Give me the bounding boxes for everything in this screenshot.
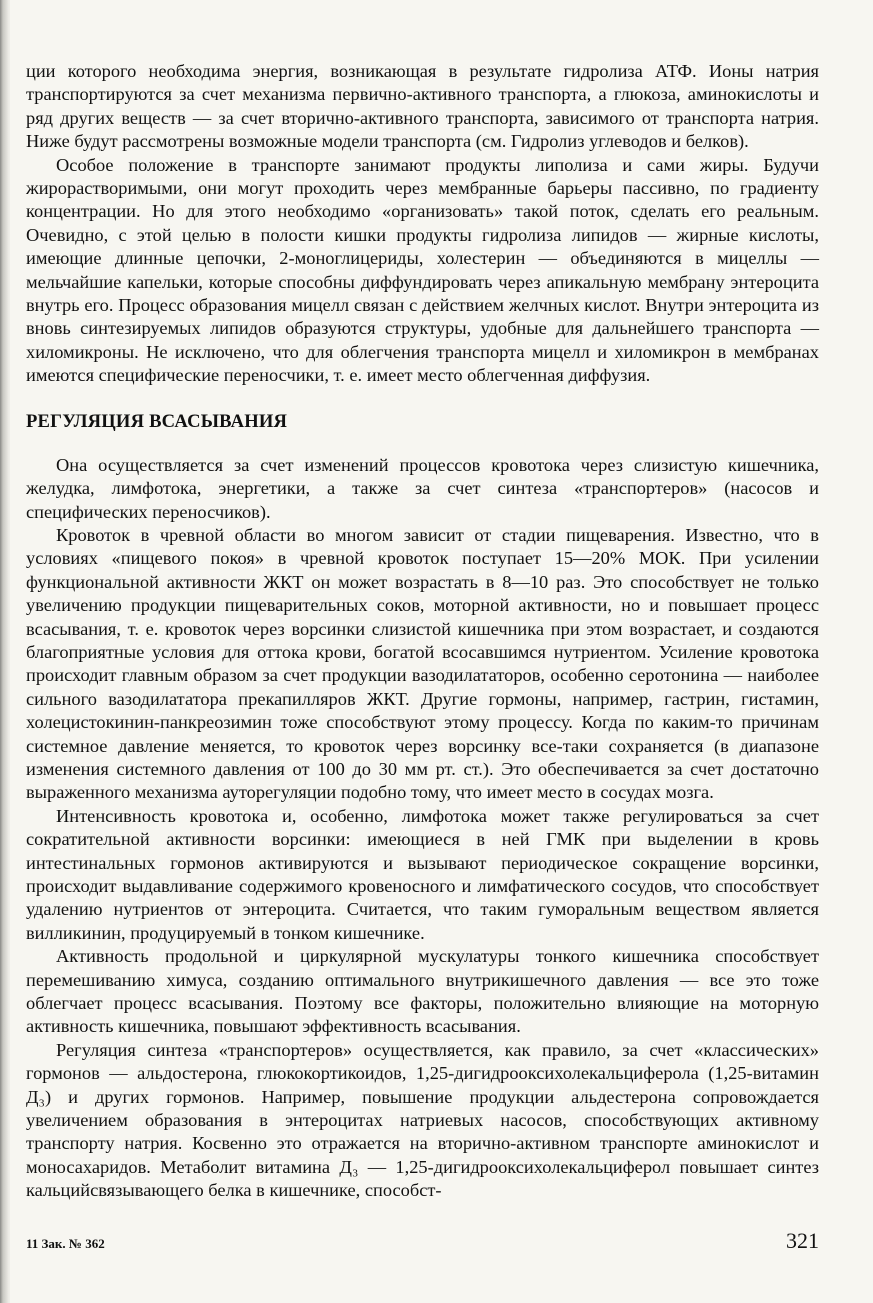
paragraph-lipolysis: Особое положение в транспорте занимают продукты липолиза и сами жиры. Будучи жирорастворимыми, они могут проходить через мембранные барьеры пассивно, по градиенту концентрации. Но для этого необходимо «организовать» такой поток, сделать его реальным. Очевидно, с этой целью в полости кишки продукты гидролиза липидов — жирные кислоты, имеющие длинные цепочки, 2-моноглицериды, холестерин — объединяются в мицеллы — мельчайшие капельки, которые способны диффундировать через апикальную мембрану энтероцита внутрь его. Процесс образования мицелл связан с действием желчных кислот. Внутри энтероцита из вновь синтезируемых липидов образуются структуры, удобные для дальнейшего транспорта — хиломикроны. Не исключено, что для облегчения транспорта мицелл и хиломикрон в мембранах имеются специфические переносчики, т. е. имеет место облегченная диффузия. xyxy=(26,154,819,386)
section-heading: РЕГУЛЯЦИЯ ВСАСЫВАНИЯ xyxy=(26,410,288,432)
print-signature: 11 Зак. № 362 xyxy=(26,1236,105,1251)
paragraph-blood-flow: Кровоток в чревной области во многом зависит от стадии пищеварения. Известно, что в условиях «пищевого покоя» в чревной кровоток поступает 15—20% МОК. При усилении функциональной активности ЖКТ он может возрастать в 8—10 раз. Это способствует не только увеличению продукции пищеварительных соков, моторной активности, но и повышает процесс всасывания, т. е. кровоток через ворсинки слизистой кишечника при этом возрастает, и создаются благоприятные условия для оттока крови, богатой всосавшимся нутриентом. Усиление кровотока происходит главным образом за счет продукции вазодилататоров, особенно серотонина — наиболее сильного вазодилататора прекапилляров ЖКТ. Другие гормоны, например, гастрин, гистамин, холецистокинин-панкреозимин тоже способствуют этому процессу. Когда по каким-то причинам системное давление меняется, то кровоток через ворсинку все-таки сохраняется (в диапазоне изменения системного давления от 100 до 30 мм рт. ст.). Это обеспечивается за счет достаточно выраженного механизма ауторегуляции подобно тому, что имеет место в сосудах мозга. xyxy=(26,524,819,803)
page-text-column xyxy=(26,60,819,1203)
paragraph-lymph-flow: Интенсивность кровотока и, особенно, лимфотока может также регулироваться за счет сократительной активности ворсинки: имеющиеся в ней ГМК при выделении в кровь интестинальных гормонов активируются и вызывают периодическое сокращение ворсинки, происходит выдавливание содержимого кровеносного и лимфатического сосудов, что способствует удалению нутриентов от энтероцита. Считается, что таким гуморальным веществом является вилликинин, продуцируемый в тонком кишечнике. xyxy=(26,805,819,943)
scan-edge-shadow xyxy=(0,0,10,1303)
paragraph-muscle-activity: Активность продольной и циркулярной мускулатуры тонкого кишечника способствует перемешиванию химуса, созданию оптимального внутрикишечного давления — все это тоже облегчает процесс всасывания. Поэтому все факторы, положительно влияющие на моторную активность кишечника, повышают эффективность всасывания. xyxy=(26,946,819,1037)
paragraph-transporter-synthesis: Регуляция синтеза «транспортеров» осуществляется, как правило, за счет «классических» гормонов — альдостерона, глюкокортикоидов, 1,25-дигидрооксихолекальциферола (1,25-витамин Д₃) и других гормонов. Например, повышение продукции альдестерона сопровождается увеличением образования в энтероцитах натриевых насосов, способствующих активному транспорту натрия. Косвенно это отражается на вторично-активном транспорте аминокислот и моносахаридов. Метаболит витамина Д₃ — 1,25-дигидрооксихолекальциферол повышает синтез кальцийсвязывающего белка в кишечнике, способст- xyxy=(26,1039,819,1201)
paragraph-regulation-intro: Она осуществляется за счет изменений процессов кровотока через слизистую кишечника, желудка, лимфотока, энергетики, а также за счет синтеза «транспортеров» (насосов и специфических переносчиков). xyxy=(26,454,819,522)
paragraph-continuation: ции которого необходима энергия, возникающая в результате гидролиза АТФ. Ионы натрия транспортируются за счет механизма первично-активного транспорта, а глюкоза, аминокислоты и ряд других веществ — за счет вторично-активного транспорта, зависимого от транспорта натрия. Ниже будут рассмотрены возможные модели транспорта (см. Гидролиз углеводов и белков). xyxy=(26,61,819,152)
page-number: 321 xyxy=(786,1228,819,1253)
